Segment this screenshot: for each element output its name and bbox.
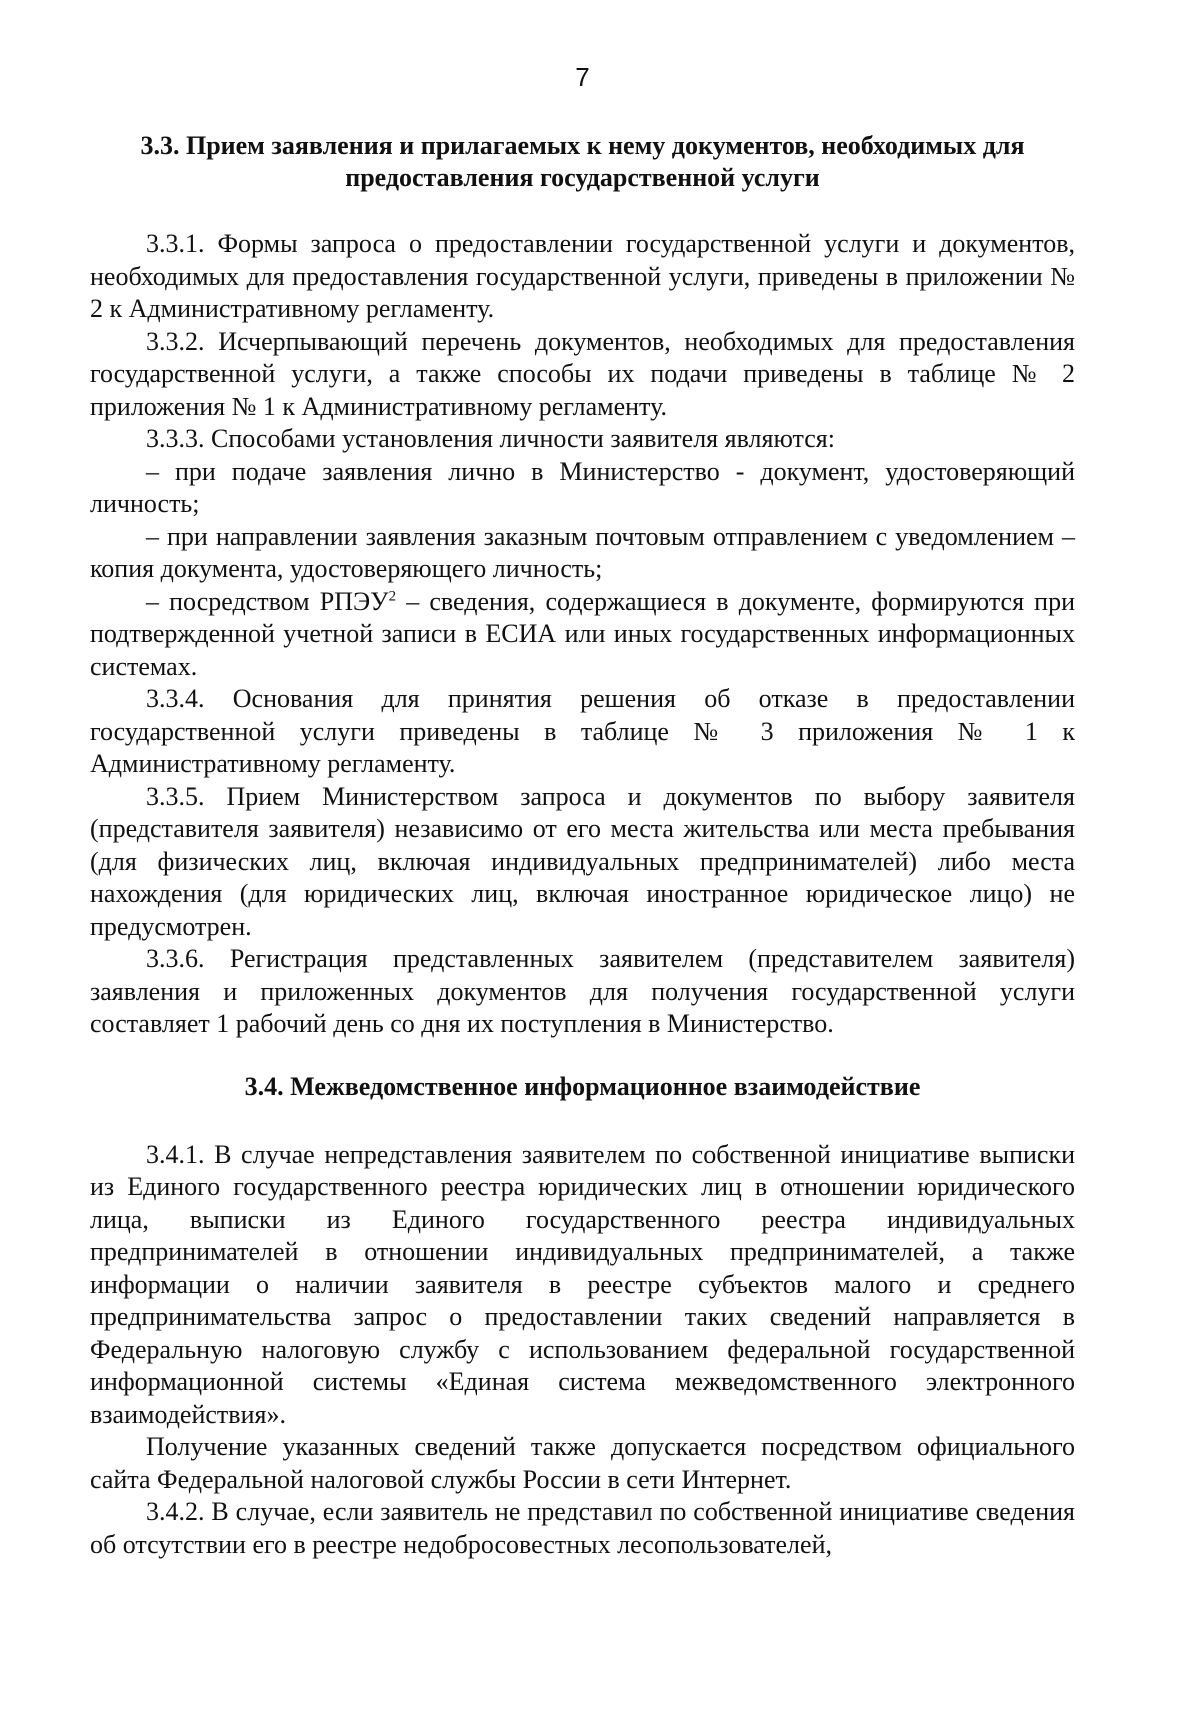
paragraph-3-3-3: 3.3.3. Способами установления личности заявителя являются: [146,424,835,453]
paragraph-3-3-6: 3.3.6. Регистрация представленных заявителем (представителем заявителя) заявления и приложенных документов для получения государственной услуги составляет 1 рабочий день со дня их поступления в Министерство. [90,944,1075,1038]
list-item-by-mail: – при направлении заявления заказным почтовым отправлением с уведомлением – копия документа, удостоверяющего личность; [90,521,1075,583]
paragraph-3-3-2: 3.3.2. Исчерпывающий перечень документов, необходимых для предоставления государственной услуги, а также способы их подачи приведены в таблице № 2 приложения № 1 к Административному регламенту. [90,326,1075,421]
paragraph-3-3-4: 3.3.4. Основания для принятия решения об отказе в предоставлении государственной услуги приведены в таблице № 3 приложения № 1 к Административному регламенту. [90,684,1075,778]
paragraph-3-4-1: 3.4.1. В случае непредставления заявителем по собственной инициативе выписки из Единого государственного реестра юридических лиц в отношении юридического лица, выписки из Единого государственного реестра индивидуальных предпринимателей в отношении индивидуальных предпринимателей, а также информации о наличии заявителя в реестре субъектов малого и среднего предпринимательства запрос о предоставлении таких сведений направляется в Федеральную налоговую службу с использованием федеральной государственной информационной системы «Единая система межведомственного электронного взаимодействия». [90,1139,1075,1429]
paragraph-3-3-1: 3.3.1. Формы запроса о предоставлении государственной услуги и документов, необходимых для предоставления государственной услуги, приведены в приложении № 2 к Административному регламенту. [90,229,1075,323]
paragraph-3-4-1-continued: Получение указанных сведений также допускается посредством официального сайта Федеральной налоговой службы России в сети Интернет. [90,1432,1075,1494]
list-item-rpeu-lead: – посредством РПЭУ [146,586,389,616]
list-item-rpeu-rest: – сведения, содержащиеся в документе, формируются при подтвержденной учетной записи в ЕСИА или иных государственных информационных системах. [90,586,1076,681]
section-3-4-heading: 3.4. Межведомственное информационное взаимодействие [244,1071,921,1101]
list-item-rpeu [90,586,1075,684]
document-page [90,62,1075,1561]
paragraph-3-4-2: 3.4.2. В случае, если заявитель не представил по собственной инициативе сведения об отсутствии его в реестре недобросовестных лесопользователей, [90,1497,1075,1559]
list-item-in-person: – при подаче заявления лично в Министерство - документ, удостоверяющий личность; [90,456,1075,518]
paragraph-3-3-5: 3.3.5. Прием Министерством запроса и документов по выбору заявителя (представителя заявителя) независимо от его места жительства или места пребывания (для физических лиц, включая индивидуальных предпринимателей) либо места нахождения (для юридических лиц, включая иностранное юридическое лицо) не предусмотрен. [90,781,1075,941]
section-3-3-heading: 3.3. Прием заявления и прилагаемых к нему документов, необходимых для предоставления государственной услуги [140,131,1025,192]
footnote-mark: 2 [388,587,397,604]
page-number: 7 [575,62,590,92]
